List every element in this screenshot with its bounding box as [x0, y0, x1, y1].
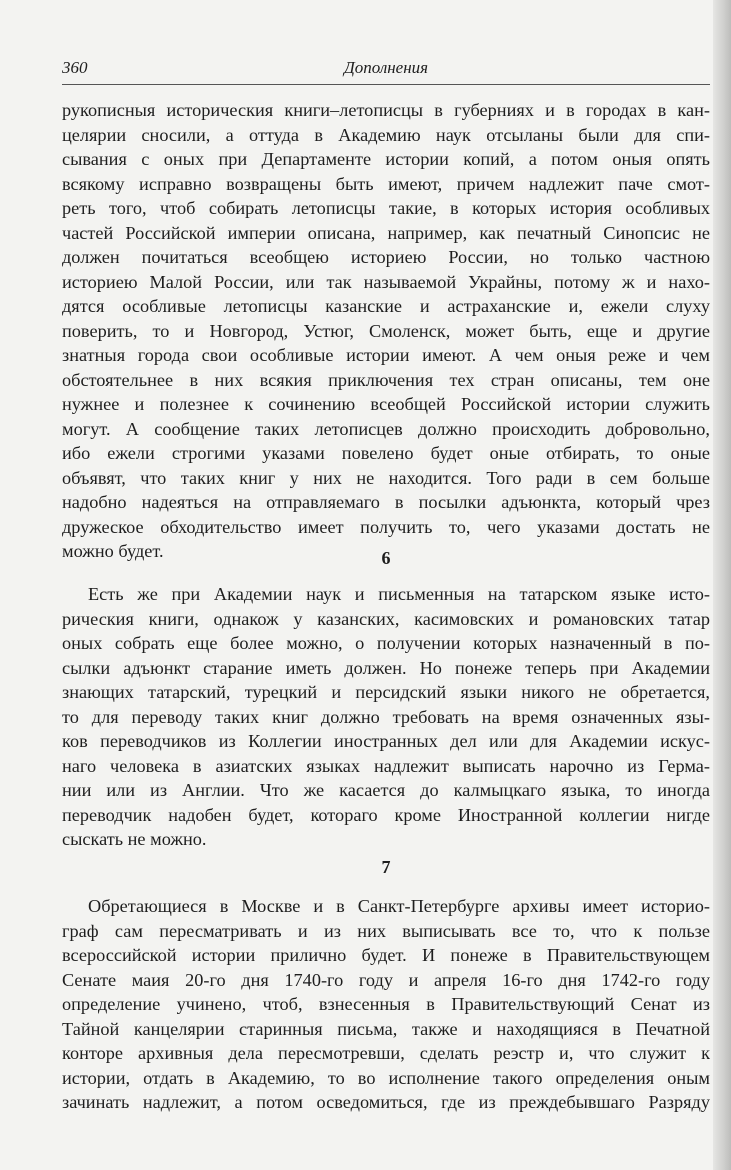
section-number: 7: [381, 857, 391, 877]
text-line: Тайной канцелярии старинныя письма, также и находящияся в Печатной: [62, 1018, 710, 1039]
page-header: [62, 56, 710, 85]
text-line: реть того, чтоб собирать летописцы такие, в которых история особливых: [62, 198, 710, 218]
text-line: историею Малой России, или так называемой Украйны, потому ж и нахо-: [62, 271, 710, 292]
text-line: всероссийской истории прилично будет. И понеже в Правительствующем: [62, 945, 710, 965]
text-line: Обретающиеся в Москве и в Санкт-Петербурге архивы имеет историо-: [88, 896, 710, 916]
text-line: поверить, то и Новгород, Устюг, Смоленск, может быть, еще и другие: [62, 320, 710, 341]
page-edge-shadow: [713, 0, 731, 1170]
text-line: всякому исправно возвращены быть имеют, причем надлежит паче смот-: [62, 173, 710, 194]
text-line: рукописныя историческия книги–летописцы в губерниях и в городах в кан-: [62, 100, 710, 120]
text-line: целярии сносили, а оттуда в Академию наук отсыланы были для спи-: [62, 124, 710, 145]
text-line: надобно надеяться на отправляемаго в посылки адъюнкта, который чрез: [62, 492, 710, 512]
text-line: нии или из Англии. Что же касается до калмыцкаго языка, то иногда: [62, 780, 710, 800]
text-line: объявят, что таких книг у них не находится. Того ради в сем больше: [62, 467, 710, 488]
text-line: дятся особливые летописцы казанские и астраханские и, ежели слуху: [62, 296, 710, 316]
text-line: должен почитаться всеобщею историею России, но только частною: [62, 247, 710, 267]
text-line: ков переводчиков из Коллегии иностранных дел или для Академии искус-: [62, 731, 710, 751]
text-line: наго человека в азиатских языках надлежит выписать нарочно из Герма-: [62, 755, 710, 776]
paragraph: [62, 894, 710, 1115]
text-line: Есть же при Академии наук и письменныя на татарском языке исто-: [88, 584, 710, 604]
text-line: дружеское обходительство имеет получить то, чего указами достать не: [62, 516, 710, 537]
section-number: 6: [381, 548, 391, 568]
text-line: истории, отдать в Академию, то во исполнение такого определения оным: [62, 1067, 710, 1088]
paragraph: [62, 98, 710, 564]
text-line: рическия книги, однакож у казанских, касимовских и романовских татар: [62, 608, 710, 629]
text-line: оных собрать еще более можно, о получении которых назначенный в по-: [62, 633, 710, 653]
text-line: частей Российской империи описана, например, как печатный Синопсис не: [62, 222, 710, 243]
text-line: сылки адъюнкт старание иметь должен. Но понеже теперь при Академии: [62, 657, 710, 678]
text-line: зачинать надлежит, а потом осведомиться, где из преждебывшаго Разряду: [62, 1092, 710, 1112]
text-line: знатныя города свои особливые истории имеют. А чем оныя реже и чем: [62, 345, 710, 365]
text-line: нужнее и полезнее к сочинению всеобщей Российской истории служить: [62, 394, 710, 414]
text-line: обстоятельнее в них всякия приключения тех стран описаны, тем оне: [62, 369, 710, 390]
page-number: 360: [62, 58, 88, 77]
text-line: переводчик надобен будет, котораго кроме Иностранной коллегии нигде: [62, 804, 710, 825]
text-line: Сенате маия 20-го дня 1740-го году и апреля 16-го дня 1742-го году: [62, 969, 710, 990]
text-line: знающих татарский, турецкий и персидский языки никого не обретается,: [62, 682, 710, 702]
text-line: ибо ежели строгими указами повелено будет оные отбирать, то оные: [62, 443, 710, 463]
text-line: сывания с оных при Департаменте истории копий, а потом оныя опять: [62, 149, 710, 169]
text-line: граф сам пересматривать и из них выписывать все то, что к пользе: [62, 920, 710, 941]
text-line: то для переводу таких книг должно требовать на время означенных язы-: [62, 706, 710, 727]
text-line: конторе архивныя дела пересмотревши, сделать реэстр и, что служит к: [62, 1043, 710, 1063]
text-line: сыскать не можно.: [62, 829, 207, 849]
text-line: могут. А сообщение таких летописцев должно происходить добровольно,: [62, 418, 710, 439]
text-line: определение учинено, чтоб, взнесенныя в Правительствующий Сенат из: [62, 994, 710, 1014]
paragraph: [62, 582, 710, 852]
running-title: Дополнения: [343, 58, 429, 77]
text-line: можно будет.: [62, 541, 164, 561]
